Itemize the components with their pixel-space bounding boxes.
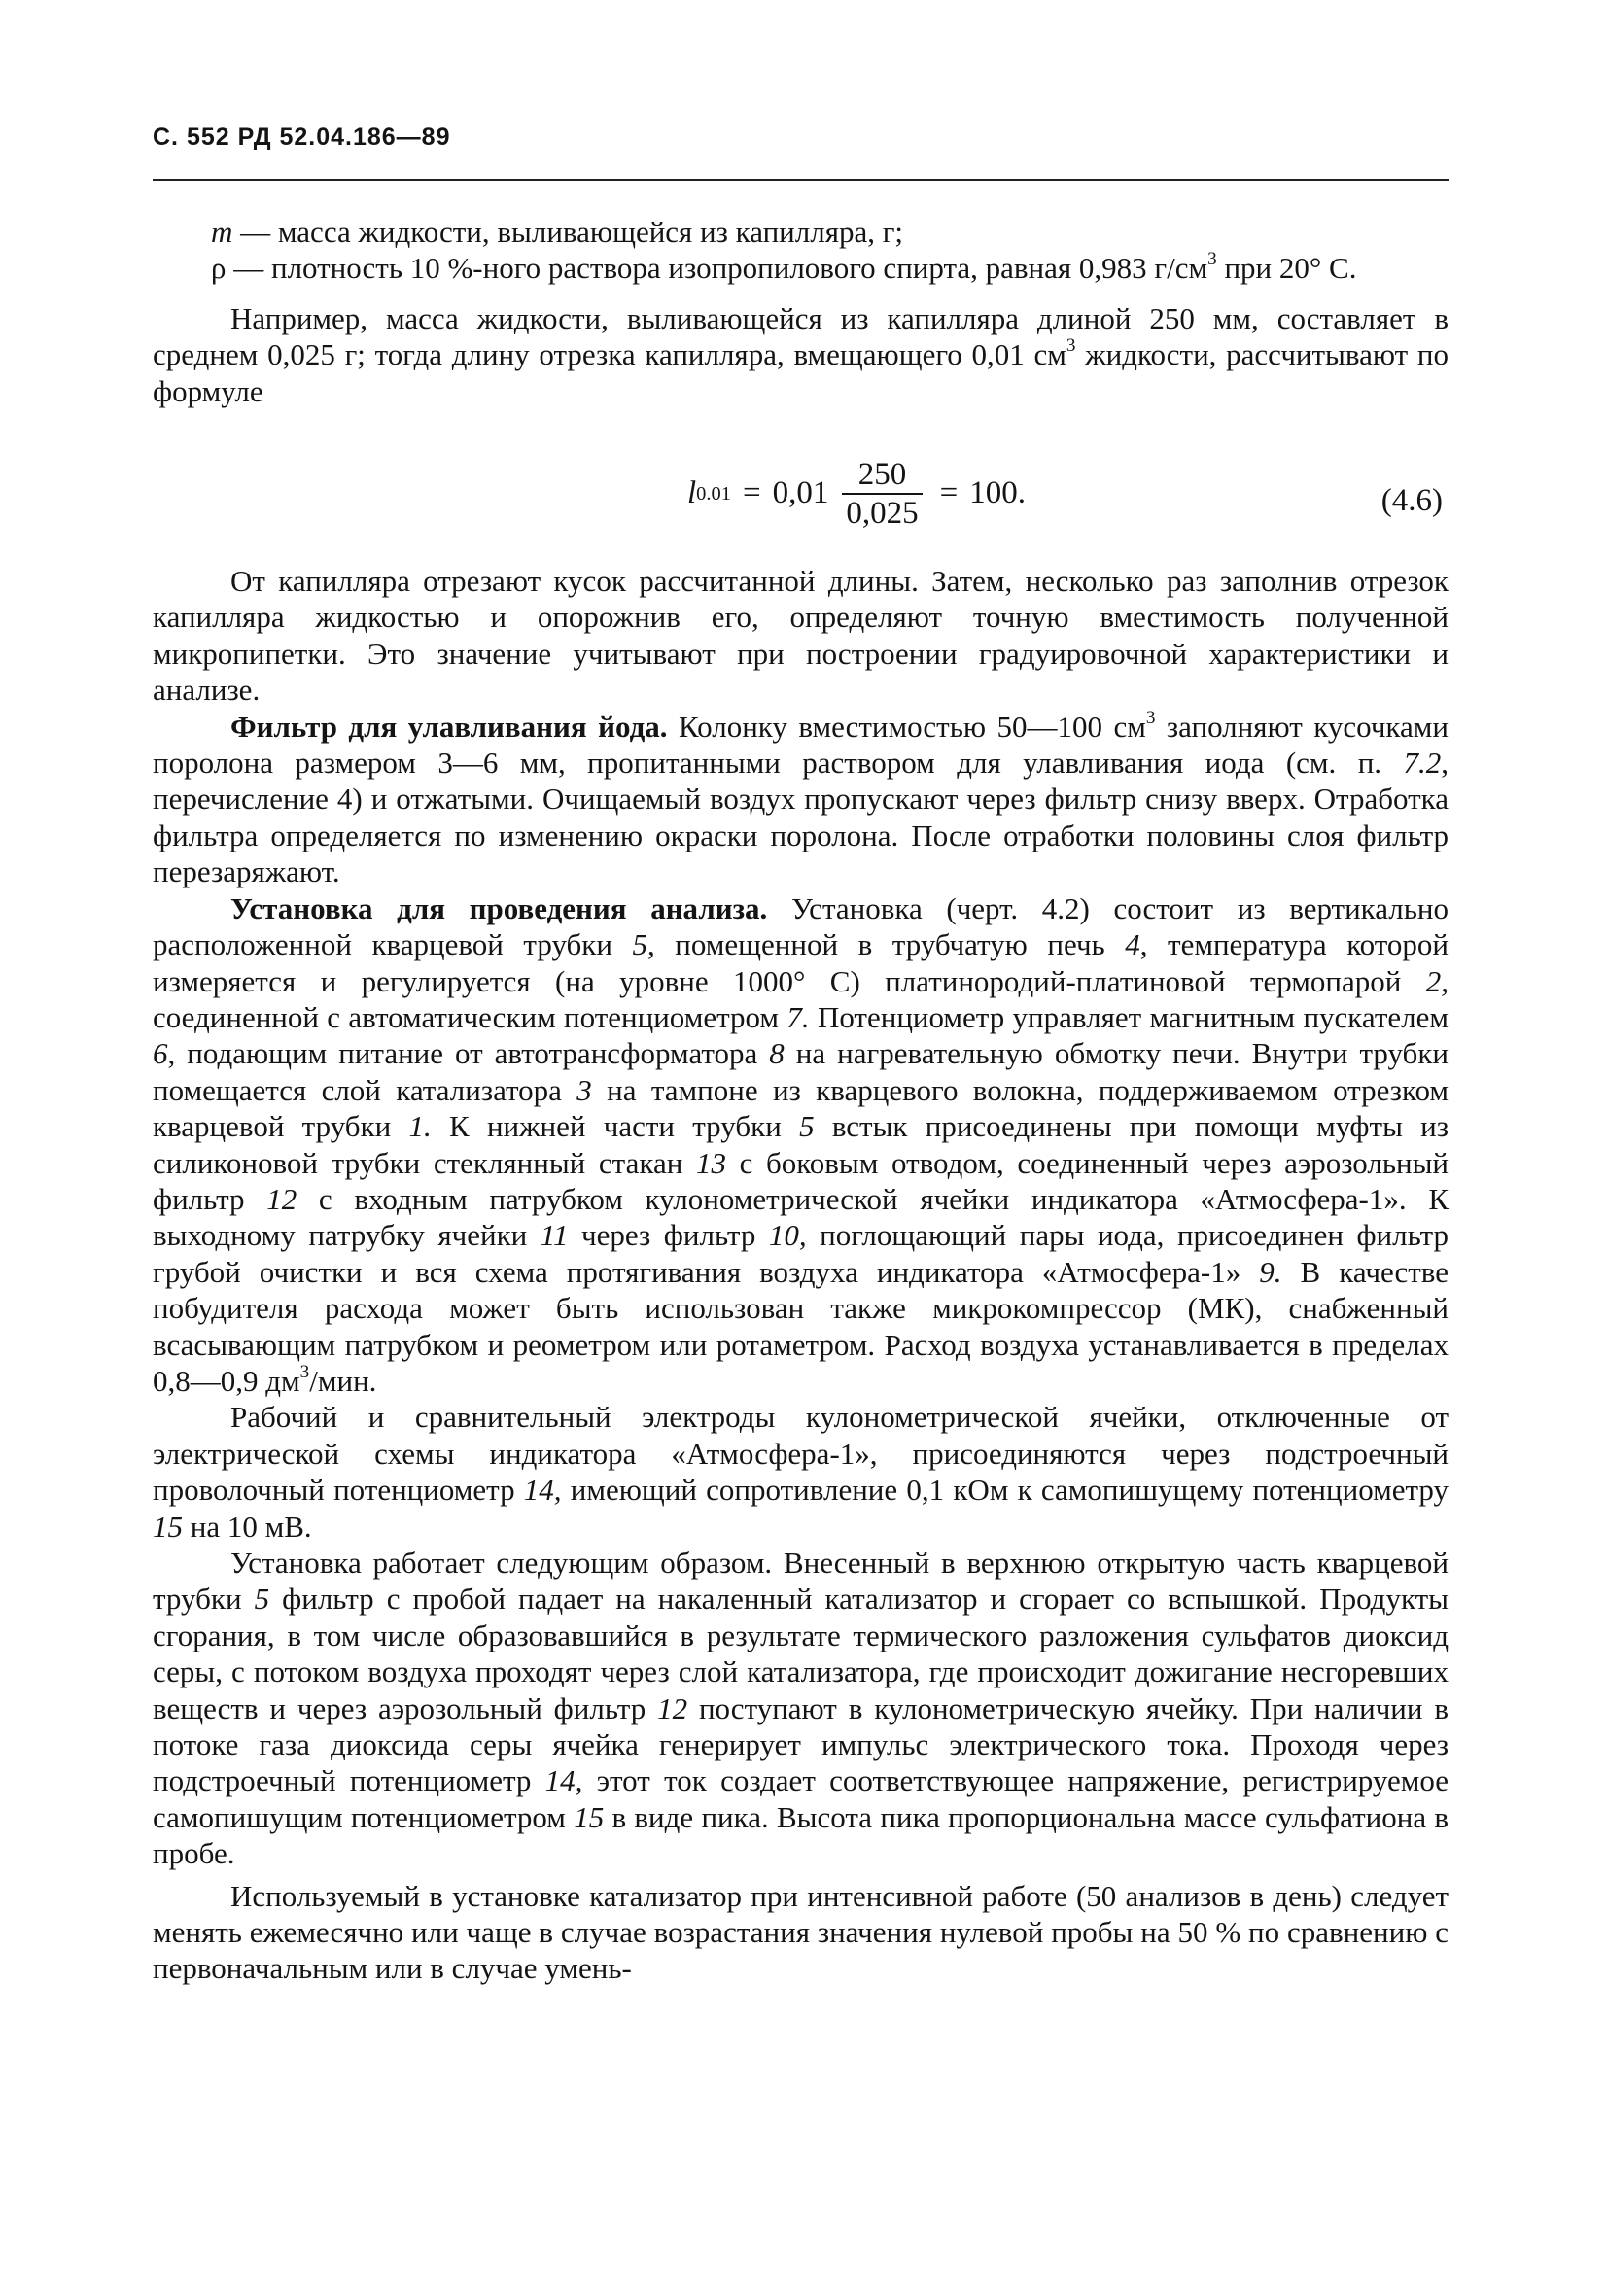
paragraph-iodine-filter: Фильтр для улавливания йода. Колонку вместимостью 50—100 $см^3$ заполняют кусочками поролона размером 3—6 мм, пропитанными раствором для улавливания иода (см. п. 7.2, перечисление 4) и отжатыми. Очищаемый воздух пропускают через фильтр снизу вверх. Отработка фильтра определяется по изменению окраски поролона. После отработки половины слоя фильтр перезаряжают. bbox=[153, 707, 1449, 889]
definition-m: m — масса жидкости, выливающейся из капилляра, г; bbox=[211, 215, 904, 249]
formula-result: 100. bbox=[969, 475, 1026, 511]
symbol-m: m bbox=[211, 215, 233, 249]
paragraph-catalyst: Используемый в установке катализатор при интенсивной работе (50 анализов в день) следует менять ежемесячно или чаще в случае возрастания значения нулевой пробы на 50 % по сравнению с первоначальным или в случае умень- bbox=[153, 1878, 1449, 1986]
paragraph-pipette: От капилляра отрезают кусок рассчитанной длины. Затем, несколько раз заполнив отрезок капилляра жидкостью и опорожнив его, определяют точную вместимость полученной микропипетки. Это значение учитывают при построении градуировочной характеристики и анализе. bbox=[153, 564, 1449, 708]
formula-coefficient: 0,01 bbox=[772, 475, 829, 511]
formula-denominator: 0,025 bbox=[842, 493, 922, 532]
paragraph-setup: Установка для проведения анализа. Установка (черт. 4.2) состоит из вертикально расположенной кварцевой трубки 5, помещенной в трубчатую печь 4, температура которой измеряется и регулируется (на уровне 1000° С) платинородий-платиновой термопарой 2, соединенной с автоматическим потенциометром 7. Потенциометр управляет магнитным пускателем 6, подающим питание от автотрансформатора 8 на нагревательную обмотку печи. Внутри трубки помещается слой катализатора 3 на тампоне из кварцевого волокна, поддерживаемом отрезком кварцевой трубки 1. К нижней части трубки 5 встык присоединены при помощи муфты из силиконовой трубки стеклянный стакан 13 с боковым отводом, соединенный через аэрозольный фильтр 12 с входным патрубком кулонометрической ячейки индикатора «Атмосфера-1». К выходному патрубку ячейки 11 через фильтр 10, поглощающий пары иода, присоединен фильтр грубой очистки и вся схема протягивания воздуха индикатора «Атмосфера-1» 9. В качестве побудителя расхода может быть использован также микрокомпрессор (МК), снабженный всасывающим патрубком и реометром или ротаметром. Расход воздуха устанавливается в пределах 0,8—0,9 $дм^3$/мин. bbox=[153, 890, 1450, 1398]
formula-expression: l 0.01 = 0,01 $\frac{250}{0,025}$ = 100. bbox=[687, 457, 1026, 532]
formula-4-6 bbox=[153, 427, 1449, 563]
formula-numerator: 250 bbox=[857, 457, 907, 493]
symbol-rho: ρ bbox=[211, 251, 227, 286]
page-header: С. 552 РД 52.04.186—89 bbox=[153, 123, 451, 151]
definition-rho: ρ — плотность 10 %-ного раствора изопропилового спирта, равная 0,983 $г/см^3$ при 20° С. bbox=[211, 249, 1357, 286]
formula-fraction bbox=[842, 456, 922, 532]
formula-number: (4.6) bbox=[1380, 483, 1443, 519]
paragraph-operation: Установка работает следующим образом. Внесенный в верхнюю открытую часть кварцевой трубки 5 фильтр с пробой падает на накаленный катализатор и сгорает со вспышкой. Продукты сгорания, в том числе образовавшийся в результате термического разложения сульфатов диоксид серы, с потоком воздуха проходят через слой катализатора, где происходит дожигание несгоревших веществ и через аэрозольный фильтр 12 поступают в кулонометрическую ячейку. При наличии в потоке газа диоксида серы ячейка генерирует импульс электрического тока. Проходя через подстроечный потенциометр 14, этот ток создает соответствующее напряжение, регистрируемое самопишущим потенциометром 15 в виде пика. Высота пика пропорциональна массе сульфатиона в пробе. bbox=[153, 1546, 1449, 1871]
header-rule bbox=[153, 179, 1449, 181]
formula-lhs: l bbox=[687, 475, 697, 511]
example-paragraph: Например, масса жидкости, выливающейся из капилляра длиной 250 мм, составляет в среднем 0,025 г; тогда длину отрезка капилляра, вмещающего 0,01 $см^3$ жидкости, рассчитывают по формуле bbox=[153, 300, 1449, 408]
paragraph-electrodes: Рабочий и сравнительный электроды кулонометрической ячейки, отключенные от электрической схемы индикатора «Атмосфера-1», присоединяются через подстроечный проволочный потенциометр 14, имеющий сопротивление 0,1 кОм к самопишущему потенциометру 15 на 10 мВ. bbox=[153, 1400, 1450, 1544]
page-body bbox=[153, 214, 1449, 1987]
section-title-iodine-filter: Фильтр для улавливания йода. bbox=[230, 709, 668, 744]
section-title-setup: Установка для проведения анализа. bbox=[230, 890, 768, 925]
